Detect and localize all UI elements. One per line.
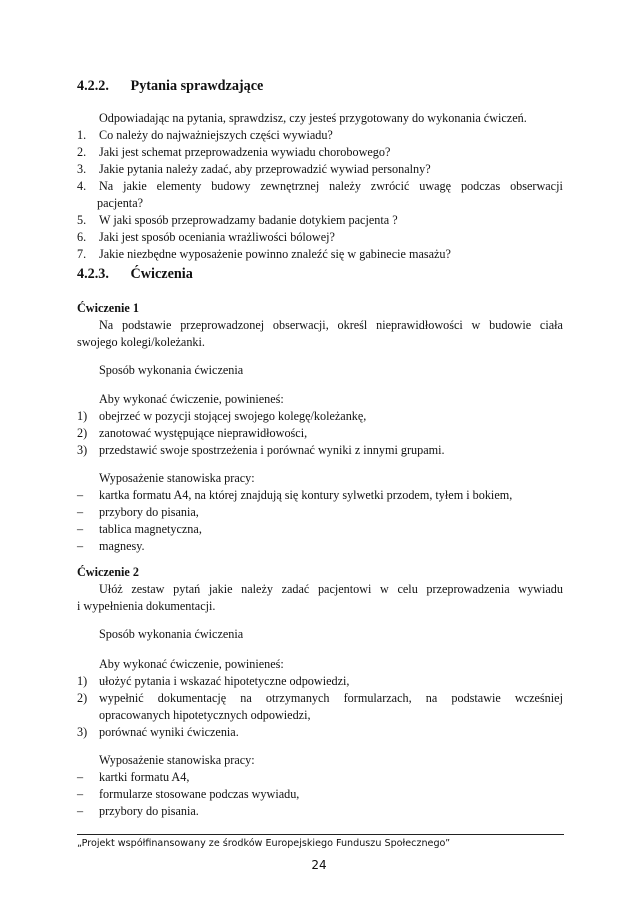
justified-word: budowy [211, 179, 251, 193]
equipment-item: magnesy. [99, 539, 145, 553]
step-text: zanotować występujące nieprawidłowości, [99, 426, 308, 440]
justified-word: na [425, 691, 438, 705]
bullet-dash: – [77, 770, 84, 784]
footer-text: „Projekt współfinansowany ze środków Europejskiego Funduszu Społecznego” [77, 838, 451, 849]
justified-word: w [380, 582, 389, 596]
question-number: 7. [77, 247, 87, 261]
exercise-2-description-continued: i wypełnienia dokumentacji. [77, 599, 216, 613]
justified-word: dokumentację [157, 691, 227, 705]
justified-word: podczas [460, 179, 501, 193]
justified-word: pytań [173, 582, 201, 596]
justified-word: przeprowadzonej [180, 318, 265, 332]
exercise-1-equipment-intro: Wyposażenie stanowiska pracy: [99, 471, 255, 485]
equipment-item: kartki formatu A4, [99, 770, 190, 784]
justified-word: podstawie [451, 691, 501, 705]
justified-word: ciała [539, 318, 563, 332]
exercise-2-description [99, 581, 563, 598]
justified-word: zestaw [131, 582, 165, 596]
justified-word: Na [99, 318, 114, 332]
equipment-item: formularze stosowane podczas wywiadu, [99, 787, 300, 801]
justified-word: jakie [208, 582, 233, 596]
justified-word: budowie [489, 318, 532, 332]
step-text: porównać wyniki ćwiczenia. [99, 725, 239, 739]
justified-word: wywiadu [518, 582, 563, 596]
justified-word: celu [397, 582, 418, 596]
step-number: 2) [77, 426, 88, 440]
question-text: Jaki jest schemat przeprowadzenia wywiadu chorobowego? [99, 145, 391, 159]
question-number: 2. [77, 145, 87, 159]
justified-word: Na [99, 179, 114, 193]
question-text: Jakie pytania należy zadać, aby przeprowadzić wywiad personalny? [99, 162, 431, 176]
justified-word: wcześniej [514, 691, 563, 705]
justified-word: zwrócić [370, 179, 410, 193]
question-number: 5. [77, 213, 87, 227]
step-number: 3) [77, 725, 88, 739]
step-text [99, 690, 563, 707]
section-number: 4.2.2. [77, 78, 109, 94]
step-text: ułożyć pytania i wskazać hipotetyczne odpowiedzi, [99, 674, 350, 688]
bullet-dash: – [77, 787, 84, 801]
justified-word: obserwacji, [272, 318, 329, 332]
equipment-item: tablica magnetyczna, [99, 522, 202, 536]
justified-word: zadać [281, 582, 310, 596]
question-number: 6. [77, 230, 87, 244]
justified-word: wypełnić [99, 691, 144, 705]
page-number: 24 [311, 858, 327, 872]
footer-divider [77, 834, 564, 835]
question-number: 1. [77, 128, 87, 142]
justified-word: otrzymanych [265, 691, 330, 705]
justified-word: jakie [123, 179, 147, 193]
justified-word: Ułóż [99, 582, 123, 596]
question-text-continued: pacjenta? [97, 196, 144, 210]
bullet-dash: – [77, 539, 84, 553]
question-text: Jakie niezbędne wyposażenie powinno znaleźć się w gabinecie masażu? [99, 247, 451, 261]
exercise-1-description [99, 317, 563, 334]
step-text: obejrzeć w pozycji stojącej swojego kolegę/koleżankę, [99, 409, 367, 423]
justified-word: podstawie [122, 318, 172, 332]
exercise-2-title: Ćwiczenie 2 [77, 565, 139, 579]
step-number: 2) [77, 691, 88, 705]
justified-word: elementy [156, 179, 202, 193]
section-title: Pytania sprawdzające [130, 78, 264, 94]
step-number: 1) [77, 409, 88, 423]
bullet-dash: – [77, 804, 84, 818]
equipment-item: przybory do pisania. [99, 804, 199, 818]
step-text: przedstawić swoje spostrzeżenia i porównać wyniki z innymi grupami. [99, 443, 445, 457]
justified-word: należy [329, 179, 361, 193]
section-heading-questions [77, 78, 263, 95]
exercise-1-description-continued: swojego kolegi/koleżanki. [77, 335, 205, 349]
bullet-dash: – [77, 488, 84, 502]
question-text: W jaki sposób przeprowadzamy badanie dotykiem pacjenta ? [99, 213, 398, 227]
question-number: 3. [77, 162, 87, 176]
justified-word: uwagę [419, 179, 452, 193]
justified-word: zewnętrznej [260, 179, 320, 193]
justified-word: w [471, 318, 481, 332]
question-text: Jaki jest sposób oceniania wrażliwości bólowej? [99, 230, 335, 244]
justified-word: należy [241, 582, 273, 596]
justified-word: formularzach, [343, 691, 412, 705]
exercise-1-title: Ćwiczenie 1 [77, 301, 139, 315]
exercise-2-equipment-intro: Wyposażenie stanowiska pracy: [99, 753, 255, 767]
justified-word: obserwacji [510, 179, 563, 193]
bullet-dash: – [77, 522, 84, 536]
equipment-item: przybory do pisania, [99, 505, 199, 519]
question-text [99, 178, 563, 195]
justified-word: określ [337, 318, 368, 332]
equipment-item: kartka formatu A4, na której znajdują się kontury sylwetki przodem, tyłem i bokiem, [99, 488, 513, 502]
step-number: 3) [77, 443, 88, 457]
question-number: 4. [77, 179, 87, 193]
exercise-1-method: Sposób wykonania ćwiczenia [99, 363, 244, 377]
justified-word: nieprawidłowości [376, 318, 463, 332]
justified-word: na [240, 691, 252, 705]
exercise-2-method: Sposób wykonania ćwiczenia [99, 627, 244, 641]
step-text-continued: opracowanych hipotetycznych odpowiedzi, [99, 708, 311, 722]
justified-word: przeprowadzenia [426, 582, 510, 596]
justified-word: pacjentowi [317, 582, 372, 596]
section-title: Ćwiczenia [130, 266, 193, 282]
section-number: 4.2.3. [77, 266, 109, 282]
bullet-dash: – [77, 505, 84, 519]
section-heading-exercises [77, 266, 193, 283]
question-text: Co należy do najważniejszych części wywiadu? [99, 128, 333, 142]
exercise-1-steps-intro: Aby wykonać ćwiczenie, powinieneś: [99, 392, 284, 406]
exercise-2-steps-intro: Aby wykonać ćwiczenie, powinieneś: [99, 657, 284, 671]
step-number: 1) [77, 674, 88, 688]
questions-intro: Odpowiadając na pytania, sprawdzisz, czy jesteś przygotowany do wykonania ćwiczeń. [99, 111, 527, 125]
